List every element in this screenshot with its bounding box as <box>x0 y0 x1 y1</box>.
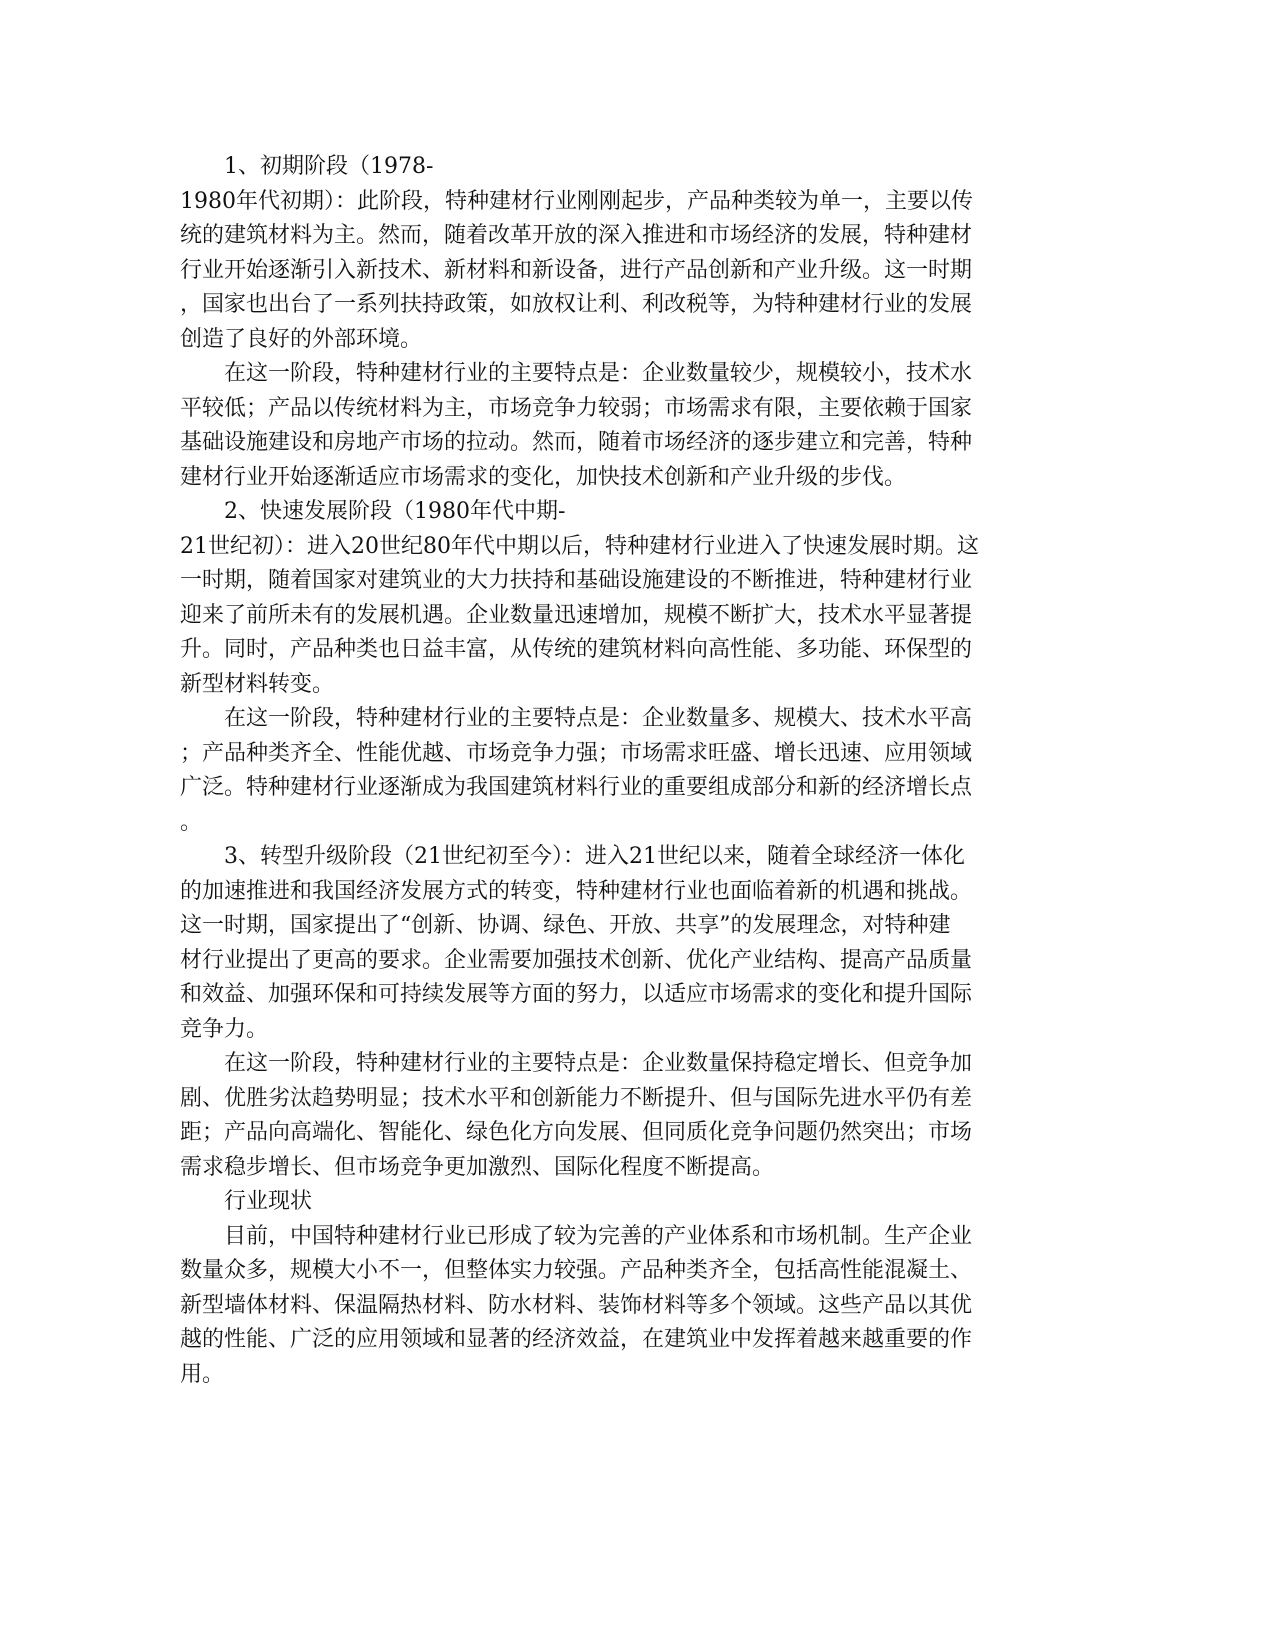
text-line: 材行业提出了更高的要求。企业需要加强技术创新、优化产业结构、提高产品质量 <box>180 947 973 973</box>
text-line: 创造了良好的外部环境。 <box>180 326 423 352</box>
paragraph <box>180 495 1065 702</box>
text-line: 行业开始逐渐引入新技术、新材料和新设备，进行产品创新和产业升级。这一时期 <box>180 257 973 283</box>
text-line: 在这一阶段，特种建材行业的主要特点是：企业数量较少，规模较小，技术水 <box>224 361 973 386</box>
text-line: 1、初期阶段（1978- <box>224 154 434 179</box>
text-line: ；产品种类齐全、性能优越、市场竞争力强；市场需求旺盛、增长迅速、应用领域 <box>180 740 973 766</box>
text-line: 行业现状 <box>224 1189 313 1214</box>
text-line: 竞争力。 <box>180 1016 269 1042</box>
text-line: 迎来了前所未有的发展机遇。企业数量迅速增加，规模不断扩大，技术水平显著提 <box>180 602 973 628</box>
text-line: 的加速推进和我国经济发展方式的转变，特种建材行业也面临着新的机遇和挑战。 <box>180 878 973 904</box>
text-line: ，国家也出台了一系列扶持政策，如放权让利、利改税等，为特种建材行业的发展 <box>180 292 973 317</box>
text-line: 距；产品向高端化、智能化、绿色化方向发展、但同质化竞争问题仍然突出；市场 <box>180 1120 973 1145</box>
text-line: 统的建筑材料为主。然而，随着改革开放的深入推进和市场经济的发展，特种建材 <box>180 223 973 248</box>
paragraph <box>180 1220 1065 1393</box>
text-line: 21世纪初）：进入20世纪80年代中期以后，特种建材行业进入了快速发展时期。这 <box>180 533 979 559</box>
text-line: 剧、优胜劣汰趋势明显；技术水平和创新能力不断提升、但与国际先进水平仍有差 <box>180 1085 973 1111</box>
text-line: 升。同时，产品种类也日益丰富，从传统的建筑材料向高性能、多功能、环保型的 <box>180 637 973 662</box>
text-line: 用。 <box>180 1361 225 1387</box>
text-line: 新型材料转变。 <box>180 671 335 697</box>
text-line: 和效益、加强环保和可持续发展等方面的努力，以适应市场需求的变化和提升国际 <box>180 982 973 1007</box>
text-line: 平较低；产品以传统材料为主，市场竞争力较弱；市场需求有限，主要依赖于国家 <box>180 395 973 421</box>
paragraph <box>180 357 1065 495</box>
text-line: 建材行业开始逐渐适应市场需求的变化，加快技术创新和产业升级的步伐。 <box>180 464 907 490</box>
text-line: 新型墙体材料、保温隔热材料、防水材料、装饰材料等多个领域。这些产品以其优 <box>180 1292 973 1318</box>
paragraph <box>180 1047 1065 1185</box>
text-line: 广泛。特种建材行业逐渐成为我国建筑材料行业的重要组成部分和新的经济增长点 <box>180 775 973 800</box>
text-line: 需求稳步增长、但市场竞争更加激烈、国际化程度不断提高。 <box>180 1154 775 1180</box>
text-line: 3、转型升级阶段（21世纪初至今）：进入21世纪以来，随着全球经济一体化 <box>224 844 965 869</box>
paragraph <box>180 702 1065 840</box>
text-line: 2、快速发展阶段（1980年代中期- <box>224 499 566 524</box>
text-line: 目前，中国特种建材行业已形成了较为完善的产业体系和市场机制。生产企业 <box>224 1223 973 1249</box>
text-line: 。 <box>180 809 203 835</box>
document-page <box>180 150 1065 1392</box>
text-line: 在这一阶段，特种建材行业的主要特点是：企业数量保持稳定增长、但竞争加 <box>224 1051 973 1076</box>
paragraph <box>180 1185 1065 1220</box>
text-line: 1980年代初期）：此阶段，特种建材行业刚刚起步，产品种类较为单一，主要以传 <box>180 188 973 214</box>
text-line: 数量众多，规模大小不一，但整体实力较强。产品种类齐全，包括高性能混凝土、 <box>180 1258 973 1283</box>
text-line: 越的性能、广泛的应用领域和显著的经济效益，在建筑业中发挥着越来越重要的作 <box>180 1327 973 1352</box>
paragraph <box>180 840 1065 1047</box>
paragraph <box>180 150 1065 357</box>
text-line: 这一时期，国家提出了“创新、协调、绿色、开放、共享”的发展理念，对特种建 <box>180 913 951 938</box>
text-line: 在这一阶段，特种建材行业的主要特点是：企业数量多、规模大、技术水平高 <box>224 706 973 731</box>
text-line: 一时期，随着国家对建筑业的大力扶持和基础设施建设的不断推进，特种建材行业 <box>180 568 973 593</box>
text-line: 基础设施建设和房地产市场的拉动。然而，随着市场经济的逐步建立和完善，特种 <box>180 430 973 455</box>
